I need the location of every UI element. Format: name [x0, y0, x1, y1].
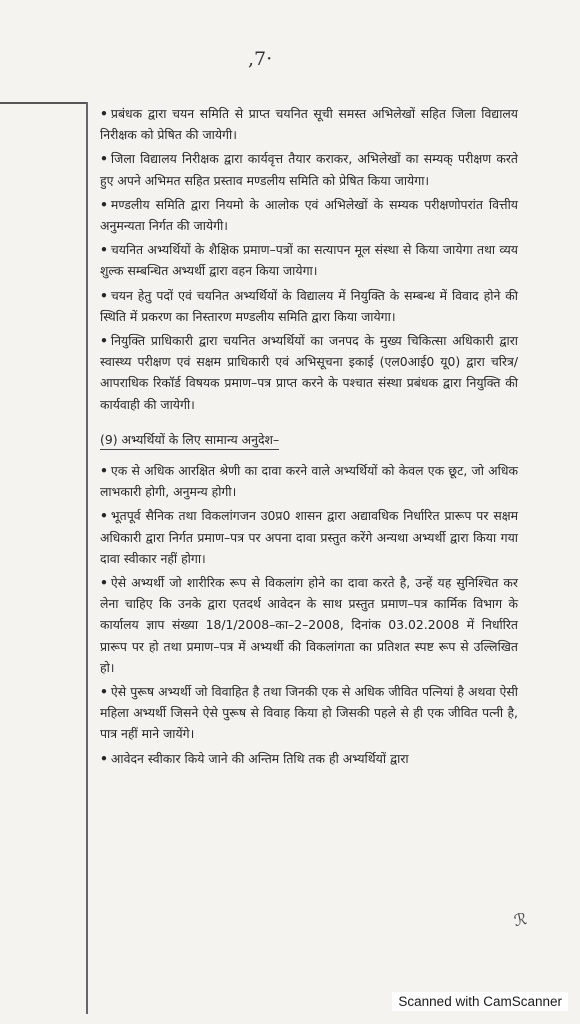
paragraph-text: भूतपूर्व सैनिक तथा विकलांगजन उ0प्र0 शासन द्वारा अद्यावधिक निर्धारित प्रारूप पर सक्षम अधिकारी द्वारा निर्गत प्रमाण–पत्र पर अपना दावा प्रस्तुत करेंगे अन्यथा अभ्यर्थी द्वारा किया गया दावा स्वीकार नहीं होगा। — [100, 508, 518, 566]
bullet-icon: • — [100, 684, 108, 700]
paragraph — [100, 103, 518, 145]
paragraph — [100, 681, 518, 745]
bullet-icon: • — [100, 287, 108, 303]
paragraph-text: प्रबंधक द्वारा चयन समिति से प्राप्त चयनित सूची समस्त अभिलेखों सहित जिला विद्यालय निरीक्षक को प्रेषित की जायेगी। — [100, 106, 518, 143]
bullet-icon: • — [100, 508, 108, 524]
section-heading — [100, 429, 518, 450]
bullet-icon: • — [100, 333, 108, 349]
bullet-icon: • — [100, 575, 108, 591]
page-number: ,7· — [248, 48, 273, 70]
paragraph-text: मण्डलीय समिति द्वारा नियमो के आलोक एवं अभिलेखों के सम्यक परीक्षणोपरांत वित्तीय अनुमन्यता निर्गत की जायेगी। — [100, 196, 518, 234]
bullet-icon: • — [100, 151, 108, 167]
paragraph — [100, 748, 518, 769]
bullet-icon: • — [100, 106, 108, 121]
section-heading-text: (9) अभ्यर्थियों के लिए सामान्य अनुदेश– — [100, 432, 279, 450]
paragraph — [100, 460, 518, 502]
paragraph — [100, 239, 518, 281]
margin-line — [86, 102, 88, 1014]
paragraph — [100, 148, 518, 190]
paragraph-text: चयनित अभ्यर्थियों के शैक्षिक प्रमाण–पत्रों का सत्यापन मूल संस्था से किया जायेगा तथा व्यय शुल्क सम्बन्धित अभ्यर्थी द्वारा वहन किया जायेगा। — [100, 242, 518, 279]
paragraph-text: एक से अधिक आरक्षित श्रेणी का दावा करने वाले अभ्यर्थियों को केवल एक छूट, जो अधिक लाभकारी होगी, अनुमन्य होगी। — [100, 463, 518, 500]
top-rule — [0, 102, 88, 104]
bullet-icon: • — [100, 463, 108, 479]
paragraph — [100, 505, 518, 569]
camscanner-watermark: Scanned with CamScanner — [392, 992, 568, 1011]
paragraph-text: चयन हेतु पदों एवं चयनित अभ्यर्थियों के विद्यालय में नियुक्ति के सम्बन्ध में विवाद होने की स्थिति में प्रकरण का निस्तारण मण्डलीय समिति द्वारा किया जायेगा। — [100, 287, 518, 324]
paragraph-text: जिला विद्यालय निरीक्षक द्वारा कार्यवृत्त तैयार कराकर, अभिलेखों का सम्यक् परीक्षण करते हुए अपने अभिमत सहित प्रस्ताव मण्डलीय समिति को प्रेषित किया जायेगा। — [100, 151, 518, 188]
paragraph-text: नियुक्ति प्राधिकारी द्वारा चयनित अभ्यर्थियों का जनपद के मुख्य चिकित्सा अधिकारी द्वारा स्वास्थ्य परीक्षण एवं सक्षम प्राधिकारी एवं अभिसूचना इकाई (एल0आई0 यू0) द्वारा चरित्र/आपराधिक रिकॉर्ड विषयक प्रमाण–पत्र प्राप्त करने के पश्चात संस्था प्रबंधक द्वारा नियुक्ति की कार्यवाही की जायेगी। — [100, 333, 518, 412]
bullet-icon: • — [100, 242, 108, 258]
signature-mark: ℛ — [512, 908, 529, 931]
paragraph — [100, 572, 518, 678]
bullet-icon: • — [100, 196, 108, 212]
paragraph — [100, 194, 518, 236]
paragraph-text: आवेदन स्वीकार किये जाने की अन्तिम तिथि तक ही अभ्यर्थियों द्वारा — [110, 750, 409, 766]
bullet-icon: • — [100, 750, 108, 766]
paragraph — [100, 330, 518, 415]
paragraph-text: ऐसे अभ्यर्थी जो शारीरिक रूप से विकलांग होने का दावा करते है, उन्हें यह सुनिश्चित कर लेना चाहिए कि उनके द्वारा एतदर्थ आवेदन के साथ प्रस्तुत प्रमाण–पत्र कार्मिक विभाग के कार्यालय ज्ञाप संख्या 18/1/2008–का–2–2008, दिनांक 03.02.2008 में निर्धारित प्रारूप पर हो तथा प्रमाण–पत्र में अभ्यर्थी की विकलांगता का प्रतिशत स्पष्ट रूप से उल्लिखित हो। — [100, 575, 518, 675]
document-body — [100, 103, 518, 772]
paragraph-text: ऐसे पुरूष अभ्यर्थी जो विवाहित है तथा जिनकी एक से अधिक जीवित पत्नियां है अथवा ऐसी महिला अभ्यर्थी जिसने ऐसे पुरूष से विवाह किया हो जिसकी पहले से ही एक जीवित पत्नी है, पात्र नहीं माने जायेंगे। — [100, 684, 518, 742]
paragraph — [100, 285, 518, 327]
